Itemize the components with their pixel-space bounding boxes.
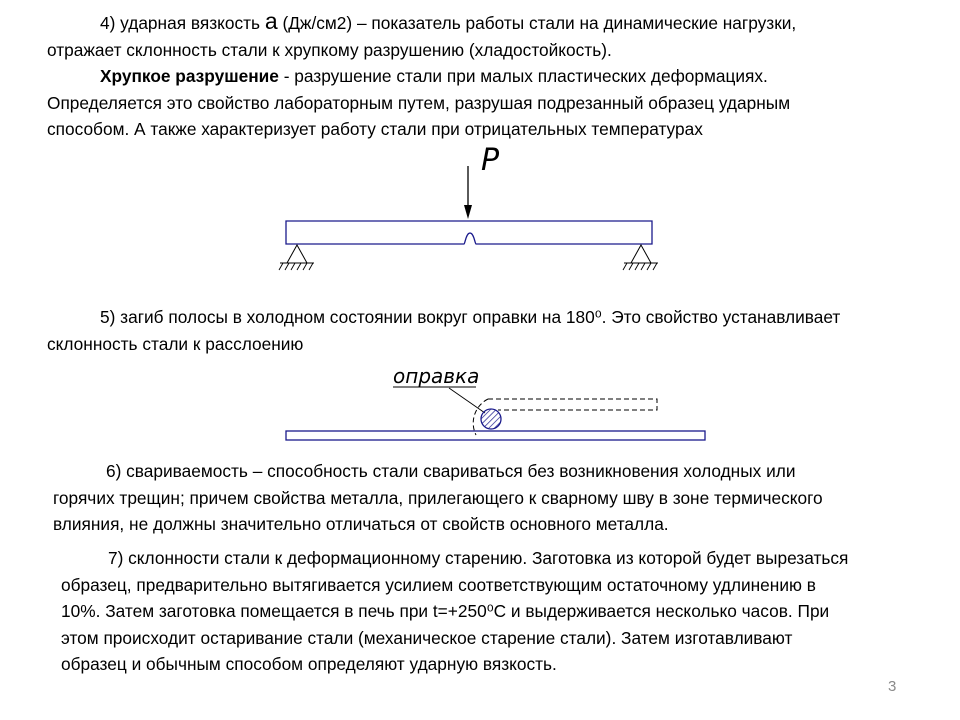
mandrel-label: оправка — [393, 364, 480, 388]
section-7-line-1: 7) склонности стали к деформационному старению. Заготовка из которой будет вырезаться — [108, 548, 849, 568]
section-5-line-1: 5) загиб полосы в холодном состоянии вокруг оправки на 180⁰. Это свойство устанавливает — [100, 307, 841, 327]
impact-test-diagram — [279, 166, 658, 270]
section-7-line-4: этом происходит остаривание стали (механическое старение стали). Затем изготавливают — [61, 627, 793, 648]
section-7-paragraph — [61, 545, 848, 678]
section-4-line-4: Определяется это свойство лабораторным путем, разрушая подрезанный образец ударным — [47, 92, 791, 113]
section-4-line-2: отражает склонность стали к хрупкому разрушению (хладостойкость). — [47, 39, 612, 60]
brittle-fracture-definition: - разрушение стали при малых пластических деформациях. — [278, 66, 768, 86]
section-7-line-2: образец, предварительно вытягивается усилием соответствующим остаточному удлинению в — [61, 574, 816, 595]
section-7-line-3: 10%. Затем заготовка помещается в печь при t=+250⁰С и выдерживается несколько часов. При — [61, 601, 830, 621]
force-label: P — [481, 143, 500, 178]
specimen-beam — [286, 221, 652, 244]
section-6-paragraph — [53, 458, 823, 538]
section-4-suffix: (Дж/см2) – показатель работы стали на динамические нагрузки, — [277, 13, 797, 33]
flat-strip — [286, 431, 705, 440]
brittle-fracture-term: Хрупкое разрушение — [100, 66, 279, 86]
section-5-paragraph — [47, 304, 840, 357]
mandrel-circle — [481, 409, 501, 429]
section-5-line-2: склонность стали к расслоению — [47, 333, 304, 354]
mandrel-leader-line — [449, 388, 485, 413]
section-6-line-1: 6) свариваемость – способность стали свариваться без возникновения холодных или — [106, 461, 796, 481]
section-6-line-2: горячих трещин; причем свойства металла, прилегающего к сварному шву в зоне термического — [53, 487, 823, 508]
page-number: 3 — [888, 678, 897, 695]
section-7-line-5: образец и обычным способом определяют ударную вязкость. — [61, 654, 557, 674]
section-4-line-5: способом. А также характеризует работу стали при отрицательных температурах — [47, 119, 703, 139]
bend-test-diagram — [286, 387, 705, 440]
section-4-prefix: 4) ударная вязкость — [100, 13, 265, 33]
right-support — [623, 245, 658, 270]
impact-symbol: а — [264, 8, 278, 34]
section-6-line-3: влияния, не должны значительно отличаться от свойств основного металла. — [53, 514, 669, 534]
force-arrowhead — [464, 205, 472, 219]
left-support — [279, 245, 314, 270]
